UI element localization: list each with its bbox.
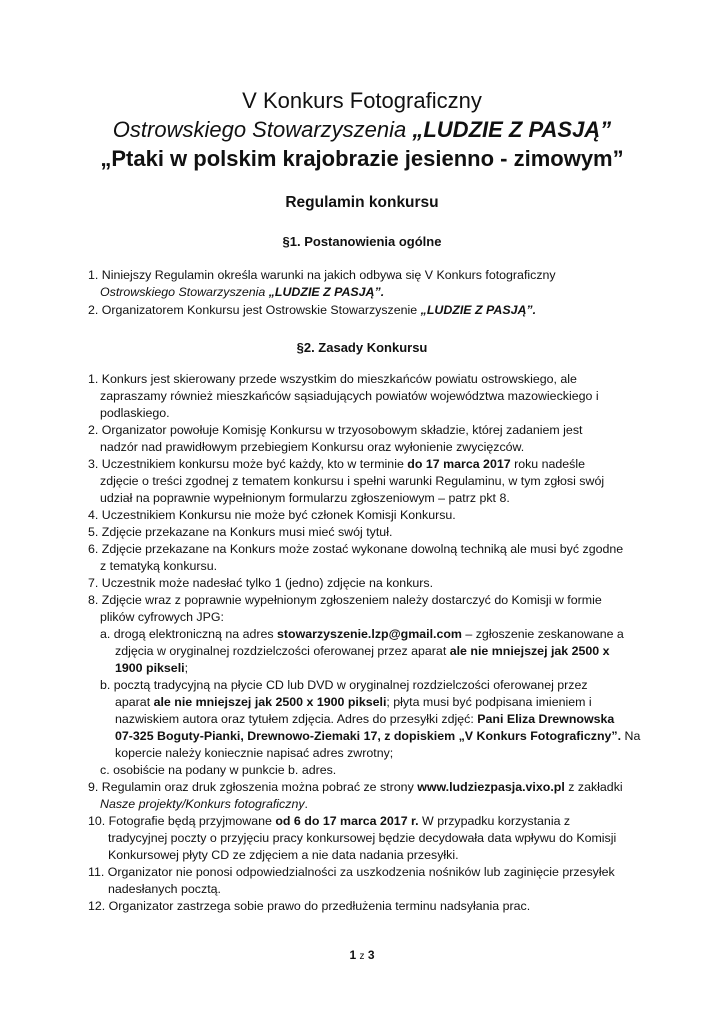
s2-tab-path: Nasze projekty/Konkurs fotograficzny (100, 797, 305, 811)
title-line-2-bold: „LUDZIE Z PASJĄ” (412, 117, 612, 142)
title-line-1: V Konkurs Fotograficzny (242, 88, 482, 113)
s2-line-29: Konkursowej płyty CD ze zdjęciem a nie data nadania przesyłki. (108, 848, 459, 862)
s2-line-16-a: a. drogą elektroniczną na adres (100, 627, 278, 641)
s2-line-24: c. osobiście na podany w punkcie b. adres. (100, 763, 337, 777)
s2-line-07: zdjęcie o treści zgodnej z tematem konkursu i spełni warunki Regulaminu, w tym zgłosi swój (100, 474, 605, 488)
s2-line-10: 5. Zdjęcie przekazane na Konkurs musi mieć swój tytuł. (88, 525, 393, 539)
s2-line-21-a: nazwiskiem autora oraz tytułem zdjęcia. Adres do przesyłki zdjęć: (115, 712, 478, 726)
s1-item-1-line-1: 1. Niniejszy Regulamin określa warunki na jakich odbywa się V Konkurs fotograficzny (88, 268, 556, 282)
s2-line-05: nadzór nad prawidłowym przebiegiem Konkursu oraz wyłonienie zwycięzców. (100, 440, 525, 454)
page-separator: z (359, 951, 365, 962)
regulations-heading: Regulamin konkursu (285, 194, 439, 211)
s2-line-04: 2. Organizator powołuje Komisję Konkursu w trzyosobowym składzie, której zadaniem jest (88, 423, 583, 437)
s2-line-26 (100, 796, 308, 812)
s1-item-2-org-name: LUDZIE Z PASJĄ”. (426, 303, 537, 317)
s2-line-15: plików cyfrowych JPG: (100, 610, 224, 624)
s2-line-27-a: 10. Fotografie będą przyjmowane (88, 814, 276, 828)
s1-item-2 (88, 302, 536, 318)
page-current: 1 (349, 948, 357, 962)
s2-line-30: 11. Organizator nie ponosi odpowiedzialności za uszkodzenia nośników lub zaginięcie przesyłek (88, 865, 615, 879)
s2-line-11: 6. Zdjęcie przekazane na Konkurs może zostać wykonane dowolną techniką ale musi być zgodne (88, 542, 624, 556)
s2-dates: od 6 do 17 marca 2017 r. (275, 814, 419, 828)
s2-line-12: z tematyką konkursu. (100, 559, 218, 573)
s2-address: 07-325 Boguty-Pianki, Drewnowo-Ziemaki 17, z dopiskiem „V Konkurs Fotograficzny”. (115, 729, 622, 743)
s2-line-27-c: W przypadku korzystania z (418, 814, 571, 828)
s2-line-22 (115, 728, 640, 744)
s2-website-link[interactable]: www.ludziezpasja.vixo.pl (417, 780, 565, 794)
s1-item-2-text: 2. Organizatorem Konkursu jest Ostrowskie Stowarzyszenie (88, 303, 421, 317)
s2-line-27 (88, 813, 570, 829)
s2-line-26-dot: . (304, 797, 308, 811)
s2-line-25-a: 9. Regulamin oraz druk zgłoszenia można pobrać ze strony (88, 780, 418, 794)
s2-line-06 (88, 456, 585, 472)
s2-line-03: podlaskiego. (100, 406, 170, 420)
s2-line-28: tradycyjnej poczty o przyjęciu pracy konkursowej będzie decydowała data wpływu do Komisji (108, 831, 617, 845)
s2-line-17 (115, 643, 610, 659)
s2-line-02: zapraszamy również mieszkańców sąsiadujących powiatów województwa mazowieckiego i (100, 389, 599, 403)
s2-line-16 (100, 626, 624, 642)
page-total: 3 (367, 948, 375, 962)
title-line-2-text: Ostrowskiego Stowarzyszenia (112, 117, 413, 142)
s2-line-08: udział na poprawnie wypełnionym formularzu zgłoszeniowym – patrz pkt 8. (100, 491, 510, 505)
s2-line-19: b. pocztą tradycyjną na płycie CD lub DVD w oryginalnej rozdzielczości oferowanej przez (100, 678, 588, 692)
s2-line-06-deadline: do 17 marca 2017 (407, 457, 511, 471)
s2-line-20-b: ale nie mniejszej jak 2500 x 1900 pikseli (153, 695, 387, 709)
s1-item-1-line-2 (100, 284, 384, 300)
s2-line-25 (88, 779, 623, 795)
s2-line-20 (115, 694, 592, 710)
s1-item-1-org: Ostrowskiego Stowarzyszenia (100, 285, 269, 299)
s2-line-18-b: ; (184, 661, 189, 675)
section-1-title: §1. Postanowienia ogólne (282, 234, 442, 249)
page-number (0, 948, 724, 962)
s1-item-1-org-name: „LUDZIE Z PASJĄ”. (268, 285, 385, 299)
s2-line-31: nadesłanych pocztą. (108, 882, 221, 896)
s2-line-18 (115, 660, 188, 676)
s2-line-01: 1. Konkurs jest skierowany przede wszystkim do mieszkańców powiatu ostrowskiego, ale (88, 372, 577, 386)
section-2-title: §2. Zasady Konkursu (296, 340, 428, 355)
s2-line-17-a: zdjęcia w oryginalnej rozdzielczości oferowanej przez aparat (115, 644, 450, 658)
s2-line-17-b: ale nie mniejszej jak 2500 x (449, 644, 610, 658)
s2-line-23: kopercie należy koniecznie napisać adres zwrotny; (115, 746, 394, 760)
s2-line-14: 8. Zdjęcie wraz z poprawnie wypełnionym zgłoszeniem należy dostarczyć do Komisji w formie (88, 593, 602, 607)
s1-item-2-quote: „ (420, 303, 427, 317)
s2-line-13: 7. Uczestnik może nadesłać tylko 1 (jedno) zdjęcie na konkurs. (88, 576, 434, 590)
s2-line-16-c: – zgłoszenie zeskanowane a (461, 627, 624, 641)
s2-address-name: Pani Eliza Drewnowska (477, 712, 615, 726)
s2-line-22-b: Na (621, 729, 641, 743)
s2-line-18-a: 1900 pikseli (115, 661, 185, 675)
s2-line-06-a: 3. Uczestnikiem konkursu może być każdy, kto w terminie (88, 457, 408, 471)
s2-line-20-a: aparat (115, 695, 154, 709)
title-line-2 (0, 117, 724, 143)
s2-line-06-c: roku nadeśle (510, 457, 586, 471)
s2-line-21 (115, 711, 614, 727)
s2-line-20-c: ; płyta musi być podpisana imieniem i (386, 695, 592, 709)
title-line-3: „Ptaki w polskim krajobrazie jesienno - zimowym” (100, 146, 624, 171)
s2-line-25-c: z zakładki (564, 780, 623, 794)
s2-line-32: 12. Organizator zastrzega sobie prawo do przedłużenia terminu nadsyłania prac. (88, 899, 531, 913)
s2-line-09: 4. Uczestnikiem Konkursu nie może być członek Komisji Konkursu. (88, 508, 456, 522)
s2-email: stowarzyszenie.lzp@gmail.com (277, 627, 462, 641)
